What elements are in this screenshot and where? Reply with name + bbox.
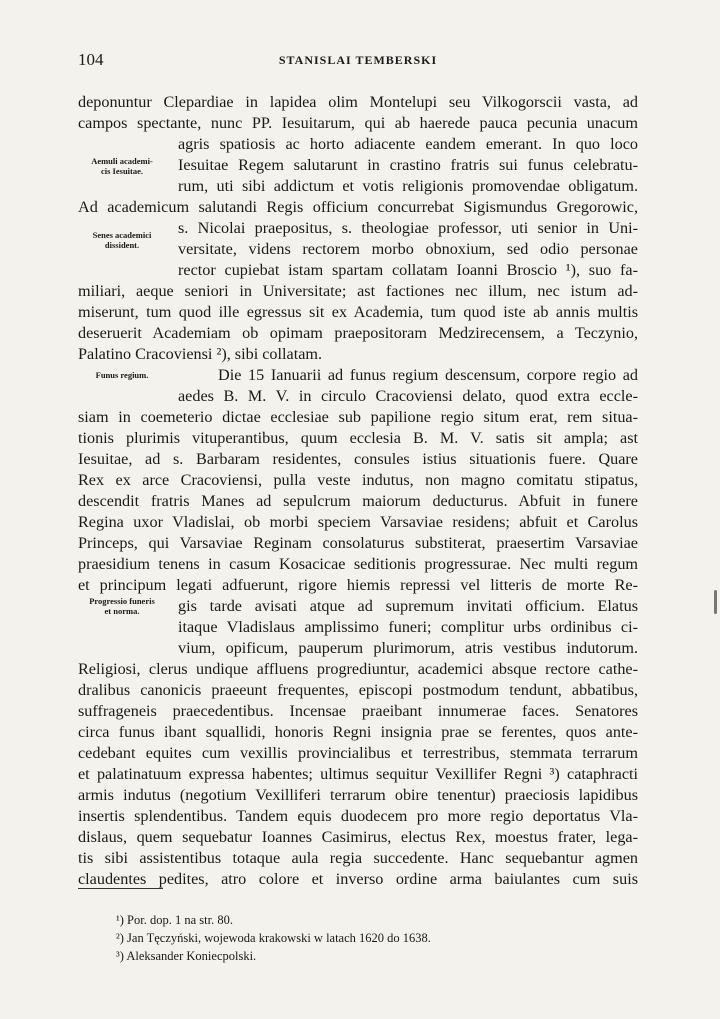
text-line: deseruerit Academiam ob opimam praepositoram Medzirecensem, a Teczynio, [78, 324, 638, 342]
text-line: deponuntur Clepardiae in lapidea olim Montelupi seu Vilkogorscii vasta, ad [78, 93, 638, 111]
text-line: campos spectante, nunc PP. Iesuitarum, qui ab haerede pauca pecunia unacum [78, 114, 638, 132]
text-line: vium, opificum, pauperum plurimorum, atris vestibus indutorum. [178, 639, 638, 657]
text-line: s. Nicolai praepositus, s. theologiae professor, uti senior in Uni- [178, 219, 638, 237]
text-line: Religiosi, clerus undique affluens progrediuntur, academici absque rectore cathe- [78, 660, 638, 678]
text-line: rum, uti sibi addictum et votis religionis promovendae obligatum. [178, 177, 638, 195]
margin-note: Funus regium. [95, 370, 149, 380]
text-line: claudentes pedites, atro colore et inverso ordine arma baiulantes cum suis [78, 870, 638, 888]
text-line: rector cupiebat istam spartam collatam Ioanni Broscio ¹), suo fa- [178, 261, 638, 279]
text-line: armis indutus (negotium Vexilliferi terrarum obire tenentur) praeciosis lapidibus [78, 786, 638, 804]
text-line: Iesuitae Regem salutarunt in crastino fratris sui funus celebratu- [178, 156, 638, 174]
text-line: miserunt, tum quod ille egressus sit ex Academia, tum quod iste ab annis multis [78, 303, 638, 321]
text-line: dislaus, quem sequebatur Ioannes Casimirus, electus Rex, moestus frater, lega- [78, 828, 638, 846]
text-line: itaque Vladislaus amplissimo funeri; complitur urbs ordinibus ci- [178, 618, 638, 636]
text-line: insertis splendentibus. Tandem equis duodecem pro more regio deportatus Vla- [78, 807, 638, 825]
text-line: Palatino Cracoviensi ²), sibi collatam. [78, 345, 323, 363]
text-line: Rex ex arce Cracoviensi, pulla veste indutus, non magno comitatu stipatus, [78, 471, 638, 489]
text-line: descendit fratris Manes ad sepulcrum maiorum deducturus. Abfuit in funere [78, 492, 638, 510]
text-line: Die 15 Ianuarii ad funus regium descensum, corpore regio ad [218, 366, 638, 384]
margin-note: Senes academici dissident. [92, 230, 152, 250]
footnote-rule [78, 888, 163, 889]
footnote: ³) Aleksander Koniecpolski. [116, 949, 257, 963]
text-line: miliari, aeque seniori in Universitate; ast factiones nec illum, nec istum ad- [78, 282, 638, 300]
text-line: Iesuitae, ad s. Barbaram residentes, consules istius situationis fuere. Quare [78, 450, 638, 468]
text-line: cedebant equites cum vexillis provincialibus et terrestribus, stemmata terrarum [78, 744, 638, 762]
footnote: ²) Jan Tęczyński, wojewoda krakowski w latach 1620 do 1638. [116, 931, 431, 945]
text-line: versitate, videns rectorem morbo obnoxium, sed odio personae [178, 240, 638, 258]
text-line: siam in coemeterio dictae ecclesiae sub papilione regio situm erat, rem situa- [78, 408, 638, 426]
text-line: praesidium tenens in casum Kosacicae seditionis progressurae. Nec multi regum [78, 555, 638, 573]
text-line: tis sibi assistentibus totaque aula regia succedente. Hanc sequebantur agmen [78, 849, 638, 867]
text-line: circa funus ibant squallidi, honoris Regni insignia prae se ferentes, quos ante- [78, 723, 638, 741]
text-line: agris spatiosis ac horto adiacente eandem emerant. In quo loco [178, 135, 638, 153]
running-head: STANISLAI TEMBERSKI [278, 53, 438, 67]
margin-note: Aemuli academi- cis Iesuitae. [91, 156, 153, 176]
text-line: gis tarde avisati atque ad supremum invitati officium. Elatus [178, 597, 638, 615]
text-line: et principum legati adfuerunt, rigore hiemis repressi vel litteris de morte Re- [78, 576, 638, 594]
text-line: Regina uxor Vladislai, ob morbi speciem Varsaviae residens; abfuit et Carolus [78, 513, 638, 531]
margin-note: Progressio funeris et norma. [89, 596, 155, 616]
text-line: et palatinatuum expressa habentes; ultimus sequitur Vexillifer Regni ³) cataphracti [78, 765, 638, 783]
page-number: 104 [78, 50, 104, 69]
page-header [78, 50, 638, 74]
page-edge-mark [714, 590, 717, 614]
text-line: suffrageneis praecedentibus. Incensae praeibant innumerae faces. Senatores [78, 702, 638, 720]
text-line: aedes B. M. V. in circulo Cracoviensi delato, quod extra eccle- [178, 387, 638, 405]
footnote: ¹) Por. dop. 1 na str. 80. [116, 913, 233, 927]
text-line: dralibus canonicis praeeunt frequentes, episcopi postmodum tendunt, abbatibus, [78, 681, 638, 699]
text-line: tionis plurimis vituperantibus, quum ecclesia B. M. V. satis sit ampla; ast [78, 429, 638, 447]
text-line: Ad academicum salutandi Regis officium concurrebat Sigismundus Gregorowic, [78, 198, 638, 216]
text-line: Princeps, qui Varsaviae Reginam consolaturus substiterat, praesertim Varsaviae [78, 534, 638, 552]
